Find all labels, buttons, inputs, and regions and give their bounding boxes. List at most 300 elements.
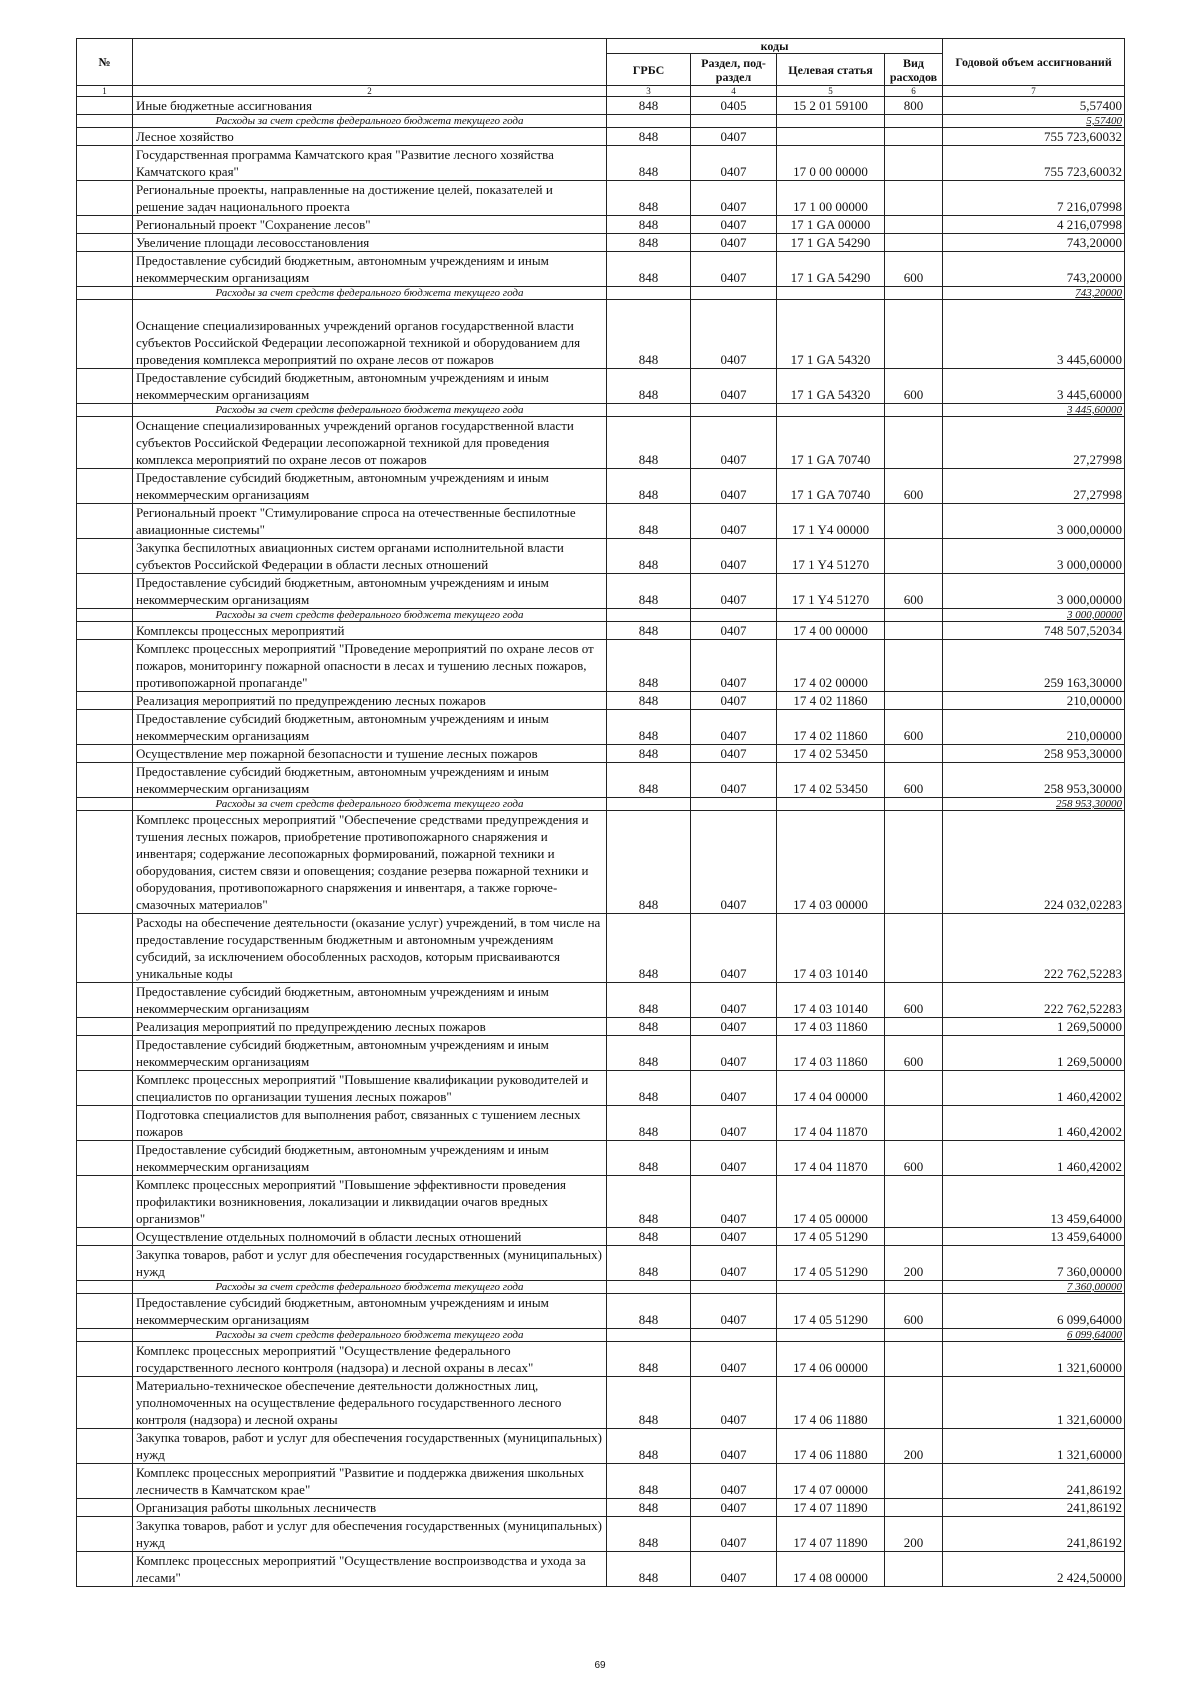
- row-kind: [885, 417, 943, 469]
- row-amount: 1 269,50000: [943, 1018, 1125, 1036]
- row-target: [777, 115, 885, 128]
- row-amount: 210,00000: [943, 692, 1125, 710]
- row-target: [777, 128, 885, 146]
- row-section: 0407: [691, 504, 777, 539]
- row-number: [77, 539, 133, 574]
- row-target: 17 4 05 00000: [777, 1176, 885, 1228]
- row-grbs: 848: [607, 1071, 691, 1106]
- row-target: [777, 609, 885, 622]
- row-target: [777, 1281, 885, 1294]
- row-name: Комплекс процессных мероприятий "Осуществление федерального государственного лесного контроля (надзора) и лесной охраны в лесах": [133, 1342, 607, 1377]
- row-amount: 241,86192: [943, 1464, 1125, 1499]
- row-number: [77, 574, 133, 609]
- row-section: [691, 1281, 777, 1294]
- row-grbs: 848: [607, 1499, 691, 1517]
- row-name: Комплексы процессных мероприятий: [133, 622, 607, 640]
- row-name: Расходы за счет средств федерального бюджета текущего года: [133, 1329, 607, 1342]
- row-section: 0407: [691, 234, 777, 252]
- row-grbs: 848: [607, 640, 691, 692]
- row-target: 17 4 05 51290: [777, 1246, 885, 1281]
- row-grbs: 848: [607, 983, 691, 1018]
- row-amount: 3 445,60000: [943, 300, 1125, 369]
- row-kind: [885, 1499, 943, 1517]
- column-index: 1: [77, 86, 133, 97]
- row-grbs: [607, 404, 691, 417]
- row-kind: [885, 1071, 943, 1106]
- row-name: Комплекс процессных мероприятий "Повышение эффективности проведения профилактики возникновения, локализации и ликвидации очагов вредных организмов": [133, 1176, 607, 1228]
- table-row: [77, 1429, 1125, 1464]
- row-kind: 600: [885, 1294, 943, 1329]
- row-target: 17 4 00 00000: [777, 622, 885, 640]
- row-amount: 3 445,60000: [943, 404, 1125, 417]
- row-number: [77, 115, 133, 128]
- row-target: 17 1 Y4 51270: [777, 574, 885, 609]
- table-row: [77, 1176, 1125, 1228]
- row-target: 17 4 03 10140: [777, 914, 885, 983]
- row-grbs: [607, 798, 691, 811]
- row-target: 17 1 GA 70740: [777, 417, 885, 469]
- row-grbs: 848: [607, 146, 691, 181]
- row-number: [77, 417, 133, 469]
- row-name: Закупка беспилотных авиационных систем органами исполнительной власти субъектов Российской Федерации в области лесных отношений: [133, 539, 607, 574]
- row-number: [77, 1294, 133, 1329]
- row-number: [77, 300, 133, 369]
- row-grbs: 848: [607, 469, 691, 504]
- row-number: [77, 1464, 133, 1499]
- row-section: 0407: [691, 1018, 777, 1036]
- row-section: 0405: [691, 97, 777, 115]
- row-amount: 3 000,00000: [943, 504, 1125, 539]
- row-name: Осуществление отдельных полномочий в области лесных отношений: [133, 1228, 607, 1246]
- row-grbs: 848: [607, 369, 691, 404]
- federal-budget-subrow: [77, 404, 1125, 417]
- budget-table-page: [76, 38, 1124, 1587]
- row-section: 0407: [691, 811, 777, 914]
- row-target: 17 4 06 00000: [777, 1342, 885, 1377]
- row-name: Комплекс процессных мероприятий "Обеспечение средствами предупреждения и тушения лесных пожаров, приобретение противопожарного снаряжения и инвентаря; содержание лесопожарных формирований, пожарной техники и оборудования, систем связи и оповещения; создание резерва пожарной техники и оборудования, противопожарного снаряжения и инвентаря, а также горюче-смазочных материалов": [133, 811, 607, 914]
- row-section: 0407: [691, 763, 777, 798]
- row-number: [77, 234, 133, 252]
- table-row: [77, 745, 1125, 763]
- row-amount: 2 424,50000: [943, 1552, 1125, 1587]
- table-row: [77, 252, 1125, 287]
- row-name: Подготовка специалистов для выполнения работ, связанных с тушением лесных пожаров: [133, 1106, 607, 1141]
- row-name: Комплекс процессных мероприятий "Повышение квалификации руководителей и специалистов по организации тушения лесных пожаров": [133, 1071, 607, 1106]
- row-grbs: [607, 1281, 691, 1294]
- row-kind: [885, 128, 943, 146]
- federal-budget-subrow: [77, 287, 1125, 300]
- row-section: [691, 1329, 777, 1342]
- row-name: Закупка товаров, работ и услуг для обеспечения государственных (муниципальных) нужд: [133, 1246, 607, 1281]
- row-kind: [885, 798, 943, 811]
- row-grbs: 848: [607, 710, 691, 745]
- row-grbs: 848: [607, 1228, 691, 1246]
- row-number: [77, 609, 133, 622]
- row-kind: [885, 539, 943, 574]
- row-target: [777, 404, 885, 417]
- row-section: [691, 609, 777, 622]
- row-section: 0407: [691, 539, 777, 574]
- row-target: 17 4 07 11890: [777, 1517, 885, 1552]
- table-row: [77, 128, 1125, 146]
- row-number: [77, 1429, 133, 1464]
- row-grbs: 848: [607, 1141, 691, 1176]
- row-kind: [885, 609, 943, 622]
- row-target: 17 4 05 51290: [777, 1228, 885, 1246]
- table-row: [77, 1517, 1125, 1552]
- table-row: [77, 504, 1125, 539]
- row-section: 0407: [691, 1499, 777, 1517]
- row-number: [77, 622, 133, 640]
- row-grbs: 848: [607, 811, 691, 914]
- row-amount: 1 321,60000: [943, 1342, 1125, 1377]
- budget-allocation-table: [76, 38, 1125, 1587]
- row-number: [77, 404, 133, 417]
- row-number: [77, 287, 133, 300]
- row-section: 0407: [691, 469, 777, 504]
- row-name: Предоставление субсидий бюджетным, автономным учреждениям и иным некоммерческим организациям: [133, 252, 607, 287]
- row-kind: [885, 1464, 943, 1499]
- header-number: №: [77, 39, 133, 86]
- row-kind: 600: [885, 1141, 943, 1176]
- row-grbs: [607, 1329, 691, 1342]
- table-row: [77, 710, 1125, 745]
- row-name: Расходы на обеспечение деятельности (оказание услуг) учреждений, в том числе на предоставление государственным бюджетным и автономным учреждениям субсидий, за исключением обособленных расходов, которым присваиваются уникальные коды: [133, 914, 607, 983]
- row-name: Предоставление субсидий бюджетным, автономным учреждениям и иным некоммерческим организациям: [133, 574, 607, 609]
- row-target: 17 4 04 00000: [777, 1071, 885, 1106]
- federal-budget-subrow: [77, 115, 1125, 128]
- table-row: [77, 300, 1125, 369]
- row-kind: 600: [885, 763, 943, 798]
- column-index: 4: [691, 86, 777, 97]
- row-target: 17 4 03 10140: [777, 983, 885, 1018]
- row-amount: 7 360,00000: [943, 1281, 1125, 1294]
- row-kind: [885, 1342, 943, 1377]
- row-target: [777, 798, 885, 811]
- federal-budget-subrow: [77, 1281, 1125, 1294]
- row-number: [77, 1071, 133, 1106]
- row-grbs: [607, 115, 691, 128]
- row-name: Предоставление субсидий бюджетным, автономным учреждениям и иным некоммерческим организациям: [133, 763, 607, 798]
- row-grbs: 848: [607, 539, 691, 574]
- row-number: [77, 1281, 133, 1294]
- row-number: [77, 181, 133, 216]
- row-grbs: 848: [607, 914, 691, 983]
- row-section: 0407: [691, 1071, 777, 1106]
- row-name: Предоставление субсидий бюджетным, автономным учреждениям и иным некоммерческим организациям: [133, 1036, 607, 1071]
- row-target: 17 1 00 00000: [777, 181, 885, 216]
- row-section: 0407: [691, 1246, 777, 1281]
- row-target: 17 4 06 11880: [777, 1429, 885, 1464]
- row-amount: 5,57400: [943, 115, 1125, 128]
- row-section: [691, 115, 777, 128]
- row-name: Государственная программа Камчатского края "Развитие лесного хозяйства Камчатского края": [133, 146, 607, 181]
- row-amount: 3 445,60000: [943, 369, 1125, 404]
- row-section: 0407: [691, 1036, 777, 1071]
- table-row: [77, 1464, 1125, 1499]
- row-amount: 27,27998: [943, 417, 1125, 469]
- table-row: [77, 1036, 1125, 1071]
- row-number: [77, 1246, 133, 1281]
- row-name: Расходы за счет средств федерального бюджета текущего года: [133, 1281, 607, 1294]
- row-section: 0407: [691, 622, 777, 640]
- row-target: 17 4 07 11890: [777, 1499, 885, 1517]
- row-section: 0407: [691, 181, 777, 216]
- row-number: [77, 1517, 133, 1552]
- row-kind: 200: [885, 1429, 943, 1464]
- table-row: [77, 983, 1125, 1018]
- row-name: Комплекс процессных мероприятий "Развитие и поддержка движения школьных лесничеств в Камчатском крае": [133, 1464, 607, 1499]
- row-kind: [885, 234, 943, 252]
- row-grbs: 848: [607, 763, 691, 798]
- row-target: 17 1 GA 54320: [777, 369, 885, 404]
- row-name: Предоставление субсидий бюджетным, автономным учреждениям и иным некоммерческим организациям: [133, 1294, 607, 1329]
- row-target: 17 1 GA 70740: [777, 469, 885, 504]
- table-row: [77, 763, 1125, 798]
- row-amount: 1 460,42002: [943, 1106, 1125, 1141]
- row-target: 17 1 Y4 51270: [777, 539, 885, 574]
- row-number: [77, 914, 133, 983]
- table-row: [77, 914, 1125, 983]
- row-target: [777, 1329, 885, 1342]
- row-grbs: [607, 287, 691, 300]
- row-name: Региональные проекты, направленные на достижение целей, показателей и решение задач национального проекта: [133, 181, 607, 216]
- row-kind: [885, 146, 943, 181]
- row-number: [77, 1106, 133, 1141]
- table-row: [77, 574, 1125, 609]
- row-name: Организация работы школьных лесничеств: [133, 1499, 607, 1517]
- row-target: 17 4 02 53450: [777, 763, 885, 798]
- row-target: 17 0 00 00000: [777, 146, 885, 181]
- table-row: [77, 1246, 1125, 1281]
- row-kind: [885, 692, 943, 710]
- row-amount: 3 000,00000: [943, 539, 1125, 574]
- column-index: 7: [943, 86, 1125, 97]
- row-kind: 600: [885, 710, 943, 745]
- row-number: [77, 710, 133, 745]
- row-number: [77, 811, 133, 914]
- row-name: Расходы за счет средств федерального бюджета текущего года: [133, 609, 607, 622]
- table-row: [77, 640, 1125, 692]
- row-name: Предоставление субсидий бюджетным, автономным учреждениям и иным некоммерческим организациям: [133, 983, 607, 1018]
- row-kind: 600: [885, 983, 943, 1018]
- row-name: Увеличение площади лесовосстановления: [133, 234, 607, 252]
- row-amount: 258 953,30000: [943, 763, 1125, 798]
- row-kind: 600: [885, 369, 943, 404]
- row-amount: 743,20000: [943, 287, 1125, 300]
- row-section: 0407: [691, 914, 777, 983]
- row-name: Иные бюджетные ассигнования: [133, 97, 607, 115]
- row-number: [77, 97, 133, 115]
- row-grbs: 848: [607, 181, 691, 216]
- row-grbs: 848: [607, 252, 691, 287]
- table-row: [77, 692, 1125, 710]
- row-section: 0407: [691, 1517, 777, 1552]
- column-index: 5: [777, 86, 885, 97]
- header-grbs: ГРБС: [607, 54, 691, 86]
- row-target: 17 4 03 11860: [777, 1036, 885, 1071]
- row-target: 17 4 06 11880: [777, 1377, 885, 1429]
- row-number: [77, 1329, 133, 1342]
- row-name: Материально-техническое обеспечение деятельности должностных лиц, уполномоченных на осуществление федерального государственного лесного контроля (надзора) и лесной охраны: [133, 1377, 607, 1429]
- row-amount: 258 953,30000: [943, 745, 1125, 763]
- row-kind: 600: [885, 574, 943, 609]
- column-index: 6: [885, 86, 943, 97]
- row-name: Предоставление субсидий бюджетным, автономным учреждениям и иным некоммерческим организациям: [133, 1141, 607, 1176]
- row-name: Оснащение специализированных учреждений органов государственной власти субъектов Российской Федерации лесопожарной техникой и оборудованием для проведения комплекса мероприятий по охране лесов от пожаров: [133, 300, 607, 369]
- row-section: 0407: [691, 146, 777, 181]
- row-kind: [885, 1106, 943, 1141]
- row-number: [77, 692, 133, 710]
- row-kind: [885, 115, 943, 128]
- row-section: 0407: [691, 574, 777, 609]
- row-kind: 600: [885, 469, 943, 504]
- row-kind: [885, 300, 943, 369]
- federal-budget-subrow: [77, 609, 1125, 622]
- row-name: Расходы за счет средств федерального бюджета текущего года: [133, 798, 607, 811]
- row-amount: 755 723,60032: [943, 146, 1125, 181]
- row-amount: 1 269,50000: [943, 1036, 1125, 1071]
- table-row: [77, 622, 1125, 640]
- row-amount: 224 032,02283: [943, 811, 1125, 914]
- row-target: 17 4 02 11860: [777, 710, 885, 745]
- row-name: Расходы за счет средств федерального бюджета текущего года: [133, 115, 607, 128]
- row-section: 0407: [691, 692, 777, 710]
- row-amount: 743,20000: [943, 252, 1125, 287]
- row-section: 0407: [691, 369, 777, 404]
- row-number: [77, 146, 133, 181]
- row-name: Закупка товаров, работ и услуг для обеспечения государственных (муниципальных) нужд: [133, 1429, 607, 1464]
- row-amount: 13 459,64000: [943, 1176, 1125, 1228]
- table-row: [77, 181, 1125, 216]
- row-number: [77, 1499, 133, 1517]
- row-kind: [885, 914, 943, 983]
- row-target: 17 1 GA 54290: [777, 234, 885, 252]
- row-name: Комплекс процессных мероприятий "Осуществление воспроизводства и ухода за лесами": [133, 1552, 607, 1587]
- table-row: [77, 1377, 1125, 1429]
- row-target: 17 1 Y4 00000: [777, 504, 885, 539]
- row-amount: 748 507,52034: [943, 622, 1125, 640]
- row-kind: 200: [885, 1517, 943, 1552]
- row-number: [77, 983, 133, 1018]
- header-section: Раздел, под-раздел: [691, 54, 777, 86]
- row-amount: 241,86192: [943, 1499, 1125, 1517]
- column-index: 2: [133, 86, 607, 97]
- row-amount: 755 723,60032: [943, 128, 1125, 146]
- row-number: [77, 504, 133, 539]
- row-grbs: 848: [607, 1036, 691, 1071]
- row-section: 0407: [691, 300, 777, 369]
- row-section: 0407: [691, 1228, 777, 1246]
- row-name: Предоставление субсидий бюджетным, автономным учреждениям и иным некоммерческим организациям: [133, 469, 607, 504]
- row-number: [77, 1342, 133, 1377]
- row-section: 0407: [691, 640, 777, 692]
- header-amount: Годовой объем ассигнований: [943, 39, 1125, 86]
- row-section: 0407: [691, 1294, 777, 1329]
- table-row: [77, 216, 1125, 234]
- row-section: [691, 287, 777, 300]
- header-name-empty: [133, 39, 607, 86]
- row-amount: 258 953,30000: [943, 798, 1125, 811]
- table-row: [77, 1141, 1125, 1176]
- row-amount: 222 762,52283: [943, 914, 1125, 983]
- row-name: Расходы за счет средств федерального бюджета текущего года: [133, 404, 607, 417]
- row-name: Лесное хозяйство: [133, 128, 607, 146]
- row-name: Предоставление субсидий бюджетным, автономным учреждениям и иным некоммерческим организациям: [133, 369, 607, 404]
- row-number: [77, 763, 133, 798]
- row-amount: 1 460,42002: [943, 1141, 1125, 1176]
- row-kind: [885, 1228, 943, 1246]
- row-grbs: 848: [607, 216, 691, 234]
- row-grbs: 848: [607, 1176, 691, 1228]
- page-number: 69: [594, 1660, 606, 1671]
- row-kind: [885, 1377, 943, 1429]
- row-section: [691, 798, 777, 811]
- column-index-row: [77, 86, 1125, 97]
- row-section: 0407: [691, 710, 777, 745]
- row-kind: [885, 181, 943, 216]
- row-section: [691, 404, 777, 417]
- row-amount: 1 321,60000: [943, 1429, 1125, 1464]
- row-kind: [885, 1552, 943, 1587]
- row-target: 17 4 08 00000: [777, 1552, 885, 1587]
- row-grbs: 848: [607, 97, 691, 115]
- row-number: [77, 745, 133, 763]
- row-target: 15 2 01 59100: [777, 97, 885, 115]
- row-grbs: 848: [607, 1377, 691, 1429]
- row-amount: 259 163,30000: [943, 640, 1125, 692]
- row-kind: 600: [885, 252, 943, 287]
- row-name: Реализация мероприятий по предупреждению лесных пожаров: [133, 1018, 607, 1036]
- table-row: [77, 1228, 1125, 1246]
- table-row: [77, 234, 1125, 252]
- row-grbs: 848: [607, 622, 691, 640]
- row-grbs: 848: [607, 1342, 691, 1377]
- row-kind: 800: [885, 97, 943, 115]
- row-name: Региональный проект "Сохранение лесов": [133, 216, 607, 234]
- row-grbs: 848: [607, 1429, 691, 1464]
- row-name: Реализация мероприятий по предупреждению лесных пожаров: [133, 692, 607, 710]
- column-index: 3: [607, 86, 691, 97]
- row-section: 0407: [691, 1176, 777, 1228]
- row-name: Оснащение специализированных учреждений органов государственной власти субъектов Российской Федерации лесопожарной техникой для проведения комплекса мероприятий по охране лесов от пожаров: [133, 417, 607, 469]
- row-number: [77, 469, 133, 504]
- row-grbs: 848: [607, 574, 691, 609]
- row-section: 0407: [691, 1106, 777, 1141]
- table-row: [77, 1294, 1125, 1329]
- row-kind: [885, 811, 943, 914]
- table-body: [77, 97, 1125, 1587]
- row-section: 0407: [691, 1377, 777, 1429]
- row-number: [77, 1036, 133, 1071]
- row-target: 17 4 02 11860: [777, 692, 885, 710]
- row-target: 17 4 03 11860: [777, 1018, 885, 1036]
- federal-budget-subrow: [77, 798, 1125, 811]
- row-grbs: 848: [607, 1552, 691, 1587]
- row-number: [77, 1228, 133, 1246]
- row-target: 17 4 03 00000: [777, 811, 885, 914]
- row-target: 17 4 02 53450: [777, 745, 885, 763]
- row-name: Предоставление субсидий бюджетным, автономным учреждениям и иным некоммерческим организациям: [133, 710, 607, 745]
- table-row: [77, 97, 1125, 115]
- table-row: [77, 417, 1125, 469]
- row-kind: [885, 745, 943, 763]
- header-target: Целевая статья: [777, 54, 885, 86]
- table-row: [77, 1499, 1125, 1517]
- table-header: [77, 39, 1125, 97]
- row-section: 0407: [691, 745, 777, 763]
- header-codes: коды: [607, 39, 943, 54]
